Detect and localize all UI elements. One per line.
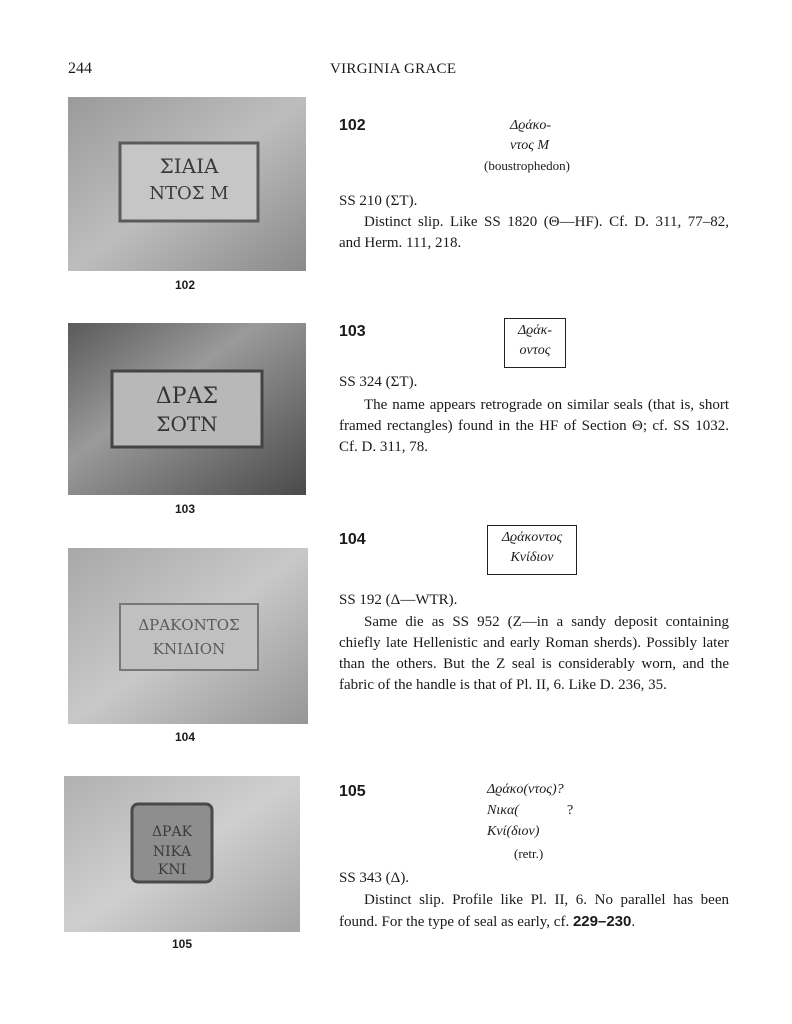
svg-text:ΔΡΑΚ: ΔΡΑΚ <box>151 824 193 840</box>
svg-text:ΣΟΤΝ: ΣΟΤΝ <box>156 412 218 436</box>
page-number: 244 <box>68 60 92 77</box>
catalog-reference: SS 192 (Δ—WTR). <box>339 592 458 608</box>
figure-caption: 104 <box>175 730 196 744</box>
inscription-line: Νικα( <box>487 803 519 818</box>
entry-number: 102 <box>339 117 366 134</box>
catalog-reference: SS 324 (ΣT). <box>339 374 418 390</box>
entry-description <box>339 612 729 696</box>
svg-text:ΚΝΙ: ΚΝΙ <box>157 862 187 878</box>
running-title: VIRGINIA GRACE <box>330 61 457 77</box>
photo-stamp-105 <box>64 776 300 932</box>
svg-text:ΝΤΟΣ Μ: ΝΤΟΣ Μ <box>149 183 229 204</box>
inscription-note: (retr.) <box>514 846 544 861</box>
cross-reference: 229–230 <box>572 913 632 930</box>
svg-text:ΚΝΙΔΙΟΝ: ΚΝΙΔΙΟΝ <box>152 640 226 658</box>
entry-description <box>339 395 729 458</box>
svg-text:ΔΡΑΚΟΝΤΟΣ: ΔΡΑΚΟΝΤΟΣ <box>138 616 240 634</box>
inscription-line: Δϱάκ- <box>517 323 553 338</box>
catalog-reference: SS 343 (Δ). <box>339 870 410 886</box>
inscription-line: Δϱάκοντος <box>501 530 563 545</box>
figure-caption: 103 <box>175 502 196 516</box>
catalog-reference: SS 210 (ΣT). <box>339 193 418 209</box>
inscription-line: Δϱάκο(ντος)? <box>487 782 564 797</box>
entry-description <box>339 212 729 254</box>
entry-number: 105 <box>339 783 366 800</box>
inscription-line: Κνί(διον) <box>487 824 540 839</box>
svg-text:ΝΙΚΑ: ΝΙΚΑ <box>152 844 192 860</box>
inscription-note: (boustrophedon) <box>484 158 570 173</box>
inscription-box <box>504 318 566 368</box>
inscription-line: οντος <box>519 343 551 358</box>
entry-text: Distinct slip. Profile like Pl. II, 6. No parallel has been found. For the type of seal as early, cf. <box>339 892 729 930</box>
entry-description <box>339 890 729 933</box>
entry-text: Same die as SS 952 (Z—in a sandy deposit containing chiefly late Hellenistic and early Roman sherds). Possibly later than the others. But the Z seal is considerably worn, and the fabric of the handle is that of Pl. II, 6. Like D. 236, 35. <box>339 614 729 693</box>
entry-text: The name appears retrograde on similar seals (that is, short framed rectangles) found in the HF of Section Θ; cf. SS 1032. Cf. D. 311, 78. <box>339 397 729 455</box>
inscription-line: Κνίδιον <box>510 550 554 565</box>
inscription-line: ντος Μ <box>510 138 550 153</box>
figure-caption: 102 <box>175 278 196 292</box>
svg-text:ΔΡΑΣ: ΔΡΑΣ <box>155 384 219 409</box>
inscription-box <box>487 525 577 575</box>
inscription-line: Δϱάκο- <box>510 118 552 133</box>
entry-number: 104 <box>339 531 366 548</box>
photo-stamp-102 <box>68 97 306 271</box>
entry-text: Distinct slip. Like SS 1820 (Θ—HF). Cf. D. 311, 77–82, and Herm. 111, 218. <box>339 214 729 251</box>
figure-caption: 105 <box>172 937 193 951</box>
inscription-line: ? <box>567 803 574 818</box>
entry-number: 103 <box>339 323 366 340</box>
svg-text:ΣΙΑΙΑ: ΣΙΑΙΑ <box>159 154 219 178</box>
photo-stamp-103 <box>68 323 306 495</box>
photo-stamp-104 <box>68 548 308 724</box>
entry-text-end: . <box>631 914 636 930</box>
